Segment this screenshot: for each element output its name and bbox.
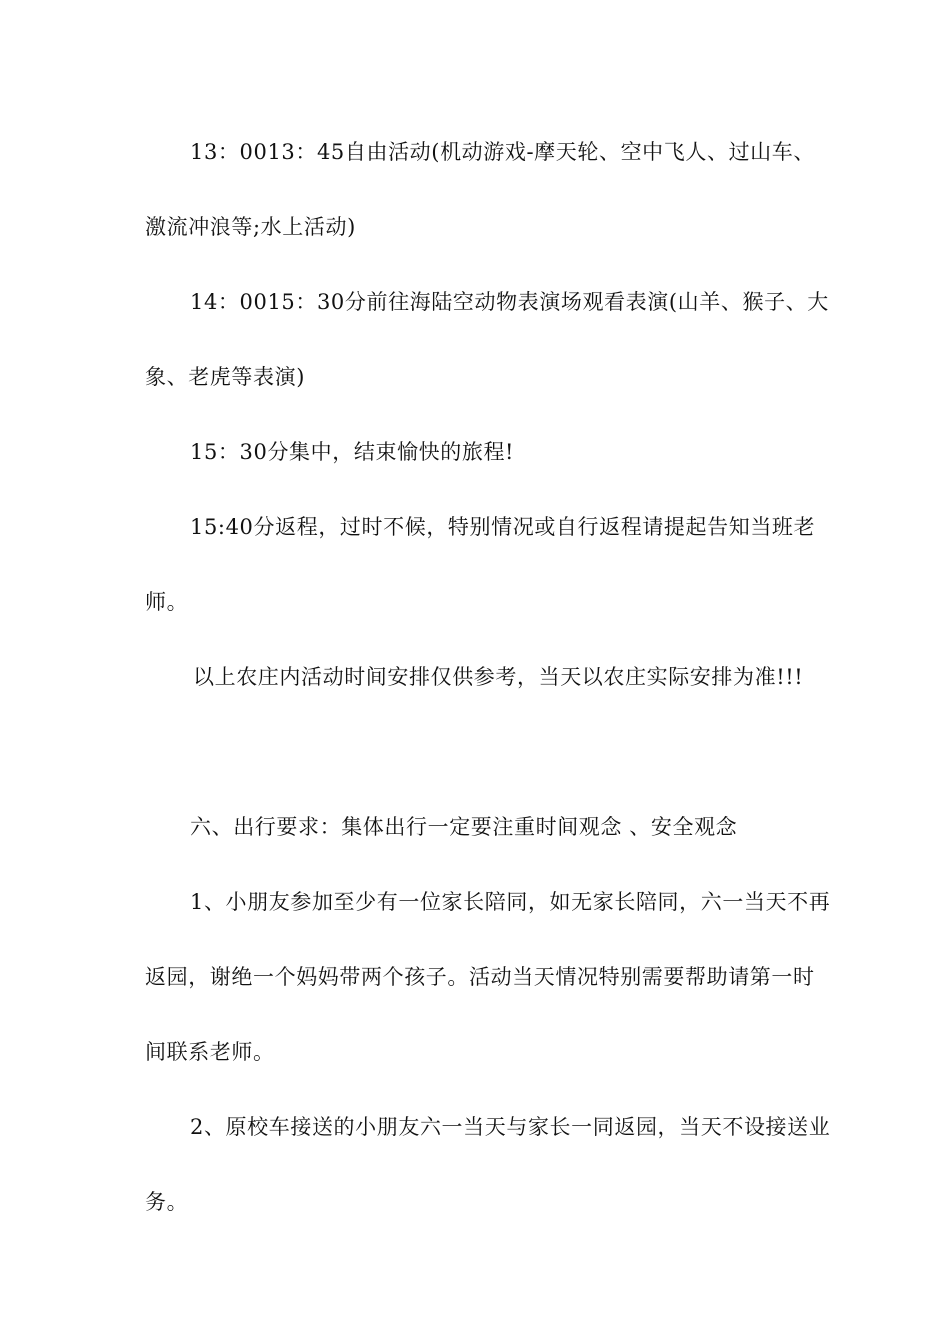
- requirement-1-paragraph: 1、小朋友参加至少有一位家长陪同，如无家长陪同，六一当天不再返园，谢绝一个妈妈带两个孩子。活动当天情况特别需要帮助请第一时间联系老师。: [145, 890, 831, 1064]
- schedule-1300-paragraph: 13：0013：45自由活动(机动游戏-摩天轮、空中飞人、过山车、激流冲浪等;水上活动): [145, 140, 815, 239]
- schedule-1400-paragraph: 14：0015：30分前往海陆空动物表演场观看表演(山羊、猴子、大象、老虎等表演): [145, 290, 829, 389]
- section-six-heading: 六、出行要求：集体出行一定要注重时间观念 、安全观念: [190, 815, 738, 839]
- schedule-1540-paragraph: 15:40分返程，过时不候，特别情况或自行返程请提起告知当班老师。: [145, 515, 816, 614]
- schedule-1530-paragraph: 15：30分集中，结束愉快的旅程!: [190, 440, 515, 464]
- schedule-note-paragraph: 以上农庄内活动时间安排仅供参考，当天以农庄实际安排为准!!!: [193, 665, 804, 689]
- requirement-2-paragraph: 2、原校车接送的小朋友六一当天与家长一同返园，当天不设接送业务。: [145, 1115, 831, 1214]
